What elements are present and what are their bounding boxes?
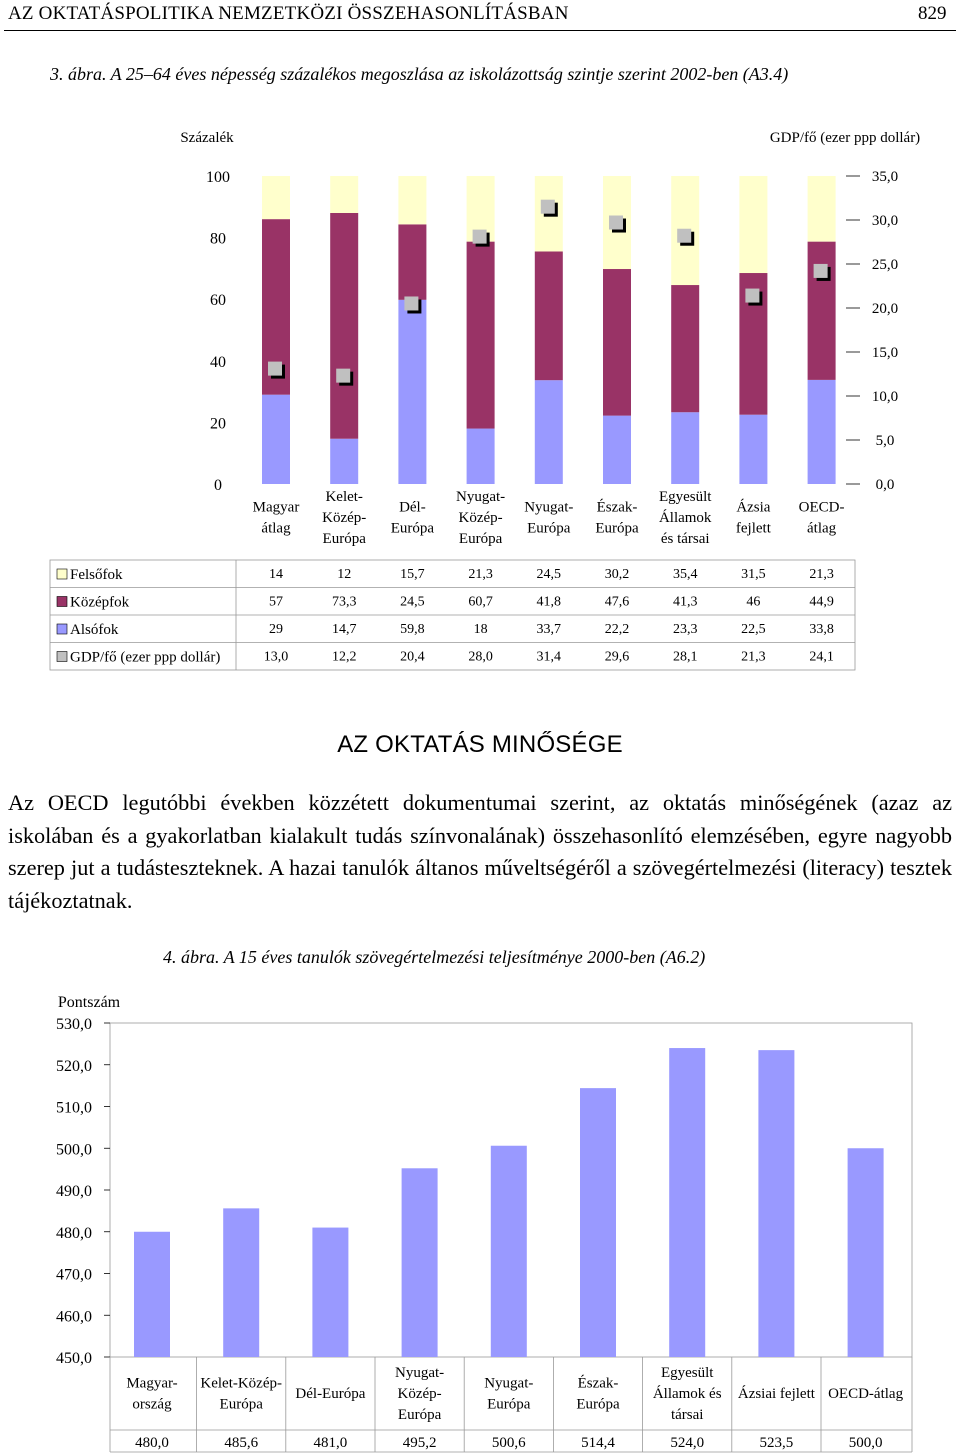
bar-alsofok <box>398 300 426 484</box>
table-cell: 12,2 <box>331 649 357 665</box>
table-row-label: Középfok <box>70 594 130 611</box>
y-tick-label: 0 <box>214 477 222 494</box>
score-bar <box>580 1088 616 1357</box>
y2-tick-label: 10,0 <box>871 389 899 405</box>
y2-tick-label: 0,0 <box>875 477 895 493</box>
bar-kozepfok <box>603 269 631 416</box>
table-cell: 30,2 <box>604 567 630 582</box>
y2-tick-label: 5,0 <box>875 433 895 449</box>
table-cell: 28,1 <box>672 649 698 665</box>
table-cell: 31,5 <box>741 567 766 582</box>
bar-kozepfok <box>467 242 495 429</box>
category-label: Európa <box>487 1396 531 1413</box>
table-cell: 14,7 <box>331 622 357 637</box>
y-tick-label: 510,0 <box>56 1099 92 1117</box>
table-cell: 500,6 <box>491 1435 526 1451</box>
score-bar <box>223 1208 259 1357</box>
table-cell: 14 <box>269 567 283 582</box>
category-label: Európa <box>322 531 366 547</box>
gdp-marker <box>473 230 487 244</box>
page-number: 829 <box>918 3 947 24</box>
bar-kozepfok <box>671 285 699 412</box>
bar-alsofok <box>262 395 290 484</box>
score-bar <box>758 1050 794 1357</box>
table-cell: 31,4 <box>536 649 562 665</box>
score-bar <box>402 1168 438 1357</box>
score-bar <box>491 1146 527 1357</box>
category-label: Kelet-Közép- <box>200 1375 283 1392</box>
category-label: Egyesült <box>658 489 712 505</box>
y2-tick-label: 25,0 <box>871 257 899 273</box>
table-cell: 12 <box>337 567 352 582</box>
bar-alsofok <box>467 429 495 484</box>
y2-tick-label: 20,0 <box>871 301 899 317</box>
y-axis-title: Pontszám <box>57 994 121 1011</box>
category-label: Közép- <box>322 510 367 526</box>
body-paragraph: Az OECD legutóbbi években közzétett dokumentumai szerint, az oktatás minőségének (azaz az iskolában és a gyakorlatban kialakult tudás színvonalának) összehasonlító elemzésében, egyre nagyobb szerep jut a tudásteszteknek. A hazai tanulók áltanos műveltségéről a szövegértelmezési (literacy) tesztek tájékoztatnak. <box>8 790 952 913</box>
bar-kozepfok <box>398 224 426 299</box>
table-cell: 44,9 <box>809 594 834 610</box>
table-cell: 46 <box>746 594 761 610</box>
bar-felsofok <box>739 176 767 273</box>
legend-swatch <box>57 624 67 634</box>
bar-kozepfok <box>808 242 836 380</box>
category-label: társai <box>670 1407 704 1423</box>
y2-axis-title: GDP/fő (ezer ppp dollár) <box>769 130 921 146</box>
table-cell: 28,0 <box>468 649 493 665</box>
category-label: átlag <box>261 520 291 537</box>
y-tick-label: 20 <box>210 415 226 433</box>
category-label: Európa <box>576 1396 620 1413</box>
legend-swatch <box>57 652 67 662</box>
gdp-marker <box>541 200 555 214</box>
figure4-caption: 4. ábra. A 15 éves tanulók szövegértelmezési teljesítménye 2000-ben (A6.2) <box>163 947 706 967</box>
score-bar <box>848 1148 884 1357</box>
table-cell: 24,5 <box>400 594 425 610</box>
category-label: Egyesült <box>660 1365 714 1381</box>
category-label: Nyugat- <box>395 1365 445 1381</box>
table-row-label: Alsófok <box>70 622 119 638</box>
category-label: Nyugat- <box>484 1375 534 1392</box>
category-label: Európa <box>219 1396 263 1413</box>
category-label: ország <box>132 1396 172 1413</box>
category-label: Dél- <box>399 499 426 516</box>
y-tick-label: 470,0 <box>56 1266 92 1284</box>
table-cell: 22,2 <box>604 622 630 637</box>
table-cell: 500,0 <box>848 1435 883 1451</box>
table-cell: 495,2 <box>402 1435 437 1451</box>
category-label: Észak- <box>577 1375 619 1392</box>
category-label: Európa <box>397 1407 442 1423</box>
bar-alsofok <box>671 412 699 484</box>
category-label: Magyar- <box>126 1375 178 1392</box>
header-rule <box>4 30 956 31</box>
table-cell: 514,4 <box>581 1435 615 1451</box>
y-tick-label: 520,0 <box>56 1057 92 1075</box>
table-cell: 485,6 <box>224 1435 259 1451</box>
figure3-chart <box>0 120 960 680</box>
category-label: OECD- <box>798 499 845 516</box>
y-tick-label: 460,0 <box>56 1308 92 1326</box>
bar-felsofok <box>398 176 426 224</box>
table-cell: 23,3 <box>672 622 698 637</box>
table-cell: 22,5 <box>741 622 766 637</box>
bar-felsofok <box>262 176 290 219</box>
table-cell: 41,3 <box>672 594 698 610</box>
table-cell: 481,0 <box>313 1435 348 1451</box>
category-label: Európa <box>595 520 639 537</box>
bar-alsofok <box>330 439 358 484</box>
y-tick-label: 100 <box>206 169 230 186</box>
y-tick-label: 480,0 <box>56 1224 92 1242</box>
gdp-marker <box>404 296 418 310</box>
category-label: Kelet- <box>325 489 363 505</box>
bar-alsofok <box>603 416 631 484</box>
table-cell: 524,0 <box>670 1435 705 1451</box>
category-label: Dél-Európa <box>295 1386 366 1402</box>
page-header-title: AZ OKTATÁSPOLITIKA NEMZETKÖZI ÖSSZEHASONLÍTÁSBAN <box>8 3 569 24</box>
table-cell: 29 <box>269 622 283 637</box>
gdp-marker <box>336 369 350 383</box>
table-row-label: Felsőfok <box>70 567 123 583</box>
y-tick-label: 490,0 <box>56 1183 92 1200</box>
bar-kozepfok <box>535 251 563 380</box>
legend-swatch <box>57 569 67 579</box>
category-label: Nyugat- <box>456 489 506 505</box>
table-cell: 60,7 <box>468 594 493 610</box>
category-label: Magyar <box>252 499 300 516</box>
bar-alsofok <box>808 380 836 484</box>
score-bar <box>669 1048 705 1357</box>
category-label: Közép- <box>458 510 503 526</box>
table-cell: 18 <box>473 622 488 637</box>
table-cell: 523,5 <box>759 1435 794 1451</box>
section-heading: AZ OKTATÁS MINŐSÉGE <box>337 731 623 758</box>
y-tick-label: 450,0 <box>56 1350 92 1367</box>
table-cell: 29,6 <box>604 649 630 665</box>
y-tick-label: 500,0 <box>56 1141 92 1159</box>
table-cell: 33,7 <box>536 622 562 637</box>
y2-tick-label: 35,0 <box>871 169 899 185</box>
bar-alsofok <box>739 415 767 484</box>
table-cell: 41,8 <box>536 594 562 610</box>
table-cell: 15,7 <box>400 567 425 582</box>
figure4-chart <box>0 975 960 1455</box>
table-cell: 57 <box>269 594 283 610</box>
category-label: Európa <box>458 531 503 547</box>
category-label: Nyugat- <box>524 499 574 516</box>
table-cell: 47,6 <box>604 594 630 610</box>
category-label: fejlett <box>735 520 771 537</box>
category-label: Ázsiai fejlett <box>737 1386 815 1402</box>
gdp-marker <box>745 289 759 303</box>
category-label: átlag <box>807 520 837 537</box>
figure3-caption: 3. ábra. A 25–64 éves népesség százalékos megoszlása az iskolázottság szintje szerint 2002-ben (A3.4) <box>50 64 789 84</box>
table-cell: 59,8 <box>400 622 425 637</box>
y-axis-title: Százalék <box>180 130 234 146</box>
bar-felsofok <box>808 176 836 242</box>
table-cell: 480,0 <box>135 1435 169 1451</box>
table-cell: 21,3 <box>741 649 766 665</box>
category-label: Észak- <box>596 499 638 516</box>
table-cell: 24,1 <box>809 649 834 665</box>
bar-felsofok <box>330 176 358 213</box>
legend-swatch <box>57 597 67 607</box>
category-label: és társai <box>660 531 710 547</box>
gdp-marker <box>814 264 828 278</box>
table-cell: 21,3 <box>468 567 493 582</box>
y-tick-label: 80 <box>210 230 226 248</box>
table-cell: 73,3 <box>331 594 357 610</box>
gdp-marker <box>677 229 691 243</box>
score-bar <box>312 1228 348 1357</box>
gdp-marker <box>268 362 282 376</box>
category-label: OECD-átlag <box>828 1386 904 1402</box>
table-row-label: GDP/fő (ezer ppp dollár) <box>70 649 221 666</box>
y2-tick-label: 30,0 <box>871 213 899 229</box>
table-cell: 21,3 <box>809 567 834 582</box>
table-cell: 33,8 <box>809 622 834 637</box>
table-cell: 35,4 <box>672 567 698 582</box>
category-label: Államok és <box>652 1386 722 1402</box>
y2-tick-label: 15,0 <box>871 345 899 361</box>
table-cell: 20,4 <box>400 649 425 665</box>
y-tick-label: 40 <box>210 353 226 371</box>
bar-alsofok <box>535 380 563 484</box>
y-tick-label: 60 <box>210 292 226 310</box>
category-label: Ázsia <box>736 499 771 516</box>
bar-kozepfok <box>330 213 358 439</box>
category-label: Európa <box>527 520 571 537</box>
category-label: Európa <box>390 520 435 537</box>
table-cell: 24,5 <box>536 567 562 582</box>
table-cell: 13,0 <box>263 649 289 665</box>
category-label: Közép- <box>397 1386 442 1402</box>
category-label: Államok <box>658 510 712 526</box>
y-tick-label: 530,0 <box>56 1016 92 1033</box>
score-bar <box>134 1232 170 1357</box>
gdp-marker <box>609 216 623 230</box>
